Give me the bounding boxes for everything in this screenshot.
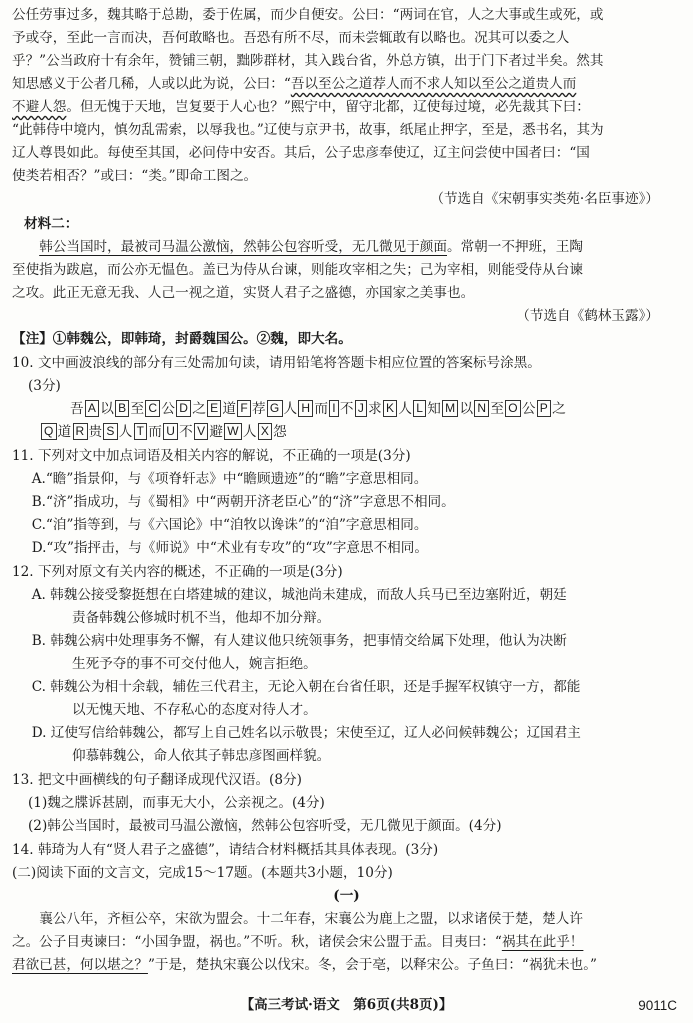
text-segment: 。常朝一不押班，王陶: [447, 239, 583, 255]
answer-box-h: H: [298, 400, 313, 417]
answer-box-l: L: [413, 400, 426, 417]
sentence-char: 人: [398, 401, 413, 417]
sentence-char: 贵: [88, 424, 103, 440]
answer-box-b: B: [115, 400, 129, 417]
option-a-cont: 责备韩魏公修城时机不当，他却不加分辩。: [72, 610, 331, 626]
question-stem: 10. 文中画波浪线的部分有三处需加句读，请用铅笔将答题卡相应位置的答案标号涂黑。: [12, 355, 541, 371]
material-two: [12, 213, 681, 351]
underlined-text: 君欲已甚，何以堪之？: [12, 957, 148, 973]
sentence-char: 以: [100, 401, 115, 417]
text-line: 襄公八年，齐桓公卒，宋欲为盟会。十二年春，宋襄公为鹿上之盟，以求诸侯于楚，楚人许: [39, 911, 583, 927]
text-line: [12, 236, 681, 259]
question-stem: 13. 把文中画横线的句子翻译成现代汉语。(8分): [12, 772, 302, 788]
answer-box-g: G: [267, 400, 283, 417]
answer-box-n: N: [474, 400, 489, 417]
option-d: D. 辽使写信给韩魏公，都写上自己姓名以示敬畏；宋使至辽，辽人必问候韩魏公；辽国君主: [31, 725, 581, 741]
sentence-char: 人: [118, 424, 133, 440]
text-line: 乎？”公当政府十有余年，赞铺三朝，黜陟群材，其入践台省，外总方镇，出于门下者过半矣。然其: [12, 53, 604, 69]
text-segment: ”于是，楚执宋襄公以伐宋。冬，会于亳，以释宋公。子鱼曰：“祸犹未也。”: [147, 957, 597, 973]
option-c: C. 韩魏公为相十余载，辅佐三代君主，无论入朝在台省任职，还是手握军权镇守一方，都能: [31, 679, 581, 695]
text-line: 至使指为跋扈，而公亦无愠色。盖已为侍从台谏，则能攻宰相之失；己为宰相，则能受侍从台谏: [12, 262, 583, 278]
text-line: “此韩侍中境内，慎勿乱需索，以辱我也。”辽使与京尹书，故事，纸尾止押字，至是，悉书名，其为: [12, 122, 604, 138]
text-segment: 。但无愧于天地，岂复要于人心也？”熙宁中，留守北都，辽使每过境，必先裁其下曰：: [66, 99, 590, 115]
sentence-char: 而: [148, 424, 163, 440]
option-d-cont: 仰慕韩魏公，命人依其子韩忠彦图画样貌。: [72, 748, 331, 764]
section-heading: (二)阅读下面的文言文，完成15～17题。(本题共3小题，10分): [12, 865, 393, 881]
sentence-char: 道: [222, 401, 237, 417]
option-b-cont: 生死予夺的事不可交付他人，婉言拒绝。: [72, 656, 317, 672]
answer-box-c: C: [145, 400, 160, 417]
translation-item-2: (2)韩公当国时，最被司马温公激恼，然韩公包容听受，无几微见于颜面。(4分): [28, 818, 502, 834]
answer-box-p: P: [537, 400, 551, 417]
wavy-underlined-text: 不避人怨: [12, 99, 67, 115]
material-heading: 材料二：: [24, 216, 79, 232]
text-line: [12, 96, 681, 119]
text-line: 予或夺，至此一言而决，吾何敢略也。吾恐有所不尽，而未尝辄敢有以略也。况其可以委之人: [12, 30, 570, 46]
answer-box-e: E: [207, 400, 221, 417]
option-b: B.“济”指成功，与《蜀相》中“两朝开济老臣心”的“济”字意思不相同。: [31, 494, 455, 510]
question-points: (3分): [28, 378, 61, 394]
option-a: A. 韩魏公接受黎挺想在白塔建城的建议，城池尚未建成，而敌人兵马已至边塞附近，朝廷: [31, 587, 567, 603]
answer-box-d: D: [176, 400, 191, 417]
text-line: 之攻。此正无意无我、人己一视之道，实贤人君子之盛德，亦国家之美事也。: [12, 285, 475, 301]
text-line: 辽人尊畏如此。每使至其国，必问侍中安否。其后，公子忠彦奉使辽，辽主问尝使中国者曰：“国: [12, 145, 590, 161]
source-citation: （节选自《鹤林玉露》）: [516, 308, 659, 324]
sentence-char: 以: [459, 401, 474, 417]
sentence-char: 怨: [273, 424, 288, 440]
sentence-char: 避: [209, 424, 224, 440]
question-13: [12, 769, 681, 838]
answer-box-u: U: [163, 423, 178, 440]
answer-box-i: I: [329, 400, 339, 417]
exam-code: 9011C: [638, 998, 677, 1013]
answer-box-x: X: [258, 423, 272, 440]
punctuation-box-row: [12, 398, 681, 421]
answer-box-r: R: [73, 423, 88, 440]
question-stem: 14. 韩琦为人有“贤人君子之盛德”，请结合材料概括其具体表现。(3分): [12, 842, 439, 858]
sentence-char: 荐: [251, 401, 266, 417]
answer-box-a: A: [85, 400, 99, 417]
text-line: 公任劳事过多，魏其略于总勘，委于佐属，而少自便安。公曰：“两词在官，人之大事或生或死，或: [12, 7, 604, 23]
sentence-char: 之: [552, 401, 566, 417]
sentence-char: 知: [427, 401, 442, 417]
text-segment: 之。公子目夷谏曰：“小国争盟，祸也。”不听。秋，诸侯会宋公盟于盂。目夷曰：“: [12, 934, 502, 950]
question-10: [12, 352, 681, 444]
text-line: 使类若相否？”或曰：“类。”即命工图之。: [12, 168, 258, 184]
sentence-char: 求: [368, 401, 383, 417]
option-b: B. 韩魏公病中处理事务不懈，有人建议他只统领事务，把事情交给属下处理，他认为决断: [31, 633, 567, 649]
sentence-char: 至: [490, 401, 505, 417]
answer-box-j: J: [355, 400, 367, 417]
option-c-cont: 以无愧天地、不存私心的态度对待人才。: [72, 702, 317, 718]
part-heading: (一): [333, 888, 360, 904]
question-12: [12, 561, 681, 768]
underlined-text: 祸其在此乎！: [501, 934, 584, 950]
annotation-note: 【注】①韩魏公，即韩琦，封爵魏国公。②魏，即大名。: [12, 331, 352, 347]
question-11: [12, 445, 681, 560]
answer-box-t: T: [134, 423, 148, 440]
answer-box-k: K: [383, 400, 397, 417]
answer-box-w: W: [224, 423, 242, 440]
underlined-text: 韩公当国时，最被司马温公激恼，然韩公包容听受，无几微见于颜面: [39, 239, 447, 255]
sentence-char: 至: [130, 401, 145, 417]
answer-box-s: S: [103, 423, 117, 440]
footer-label: 【高三考试·语文 第6页(共8页)】: [240, 997, 453, 1013]
text-line: [12, 954, 681, 977]
option-a: A.“瞻”指景仰，与《项脊轩志》中“瞻顾遗迹”的“瞻”字意思相同。: [31, 471, 428, 487]
section-two: [12, 862, 681, 977]
sentence-char: 人: [283, 401, 298, 417]
sentence-char: 而: [314, 401, 329, 417]
sentence-char: 吾: [70, 401, 84, 417]
answer-box-v: V: [194, 423, 208, 440]
option-c: C.“洎”指等到，与《六国论》中“洎牧以谗诛”的“洎”字意思相同。: [31, 517, 428, 533]
text-line: [12, 931, 681, 954]
answer-box-f: F: [237, 400, 251, 417]
sentence-char: 道: [57, 424, 72, 440]
answer-box-m: M: [442, 400, 458, 417]
sentence-char: 不: [339, 401, 354, 417]
text-segment: 知思感义于公者几稀，人或以此为说，公曰：“: [12, 76, 291, 92]
option-d: D.“攻”指抨击，与《师说》中“术业有专攻”的“攻”字意思不相同。: [31, 540, 428, 556]
answer-box-q: Q: [41, 423, 57, 440]
text-line: [12, 73, 681, 96]
page-footer: [0, 994, 693, 1018]
sentence-char: 公: [521, 401, 536, 417]
source-citation: （节选自《宋朝事实类苑·名臣事迹》）: [430, 191, 659, 207]
question-stem: 12. 下列对原文有关内容的概述，不正确的一项是(3分): [12, 564, 343, 580]
punctuation-box-row: [12, 421, 681, 444]
wavy-underlined-text: 吾以至公之道荐人而不求人知以至公之道贵人而: [290, 76, 577, 92]
sentence-char: 人: [242, 424, 257, 440]
sentence-char: 公: [161, 401, 176, 417]
answer-box-o: O: [505, 400, 521, 417]
sentence-char: 之: [192, 401, 207, 417]
passage-one: [12, 4, 681, 211]
question-14: [12, 839, 681, 862]
sentence-char: 不: [179, 424, 194, 440]
translation-item-1: (1)魏之牒诉甚剧，而事无大小，公亲视之。(4分): [28, 795, 325, 811]
question-stem: 11. 下列对文中加点词语及相关内容的解说，不正确的一项是(3分): [12, 448, 411, 464]
